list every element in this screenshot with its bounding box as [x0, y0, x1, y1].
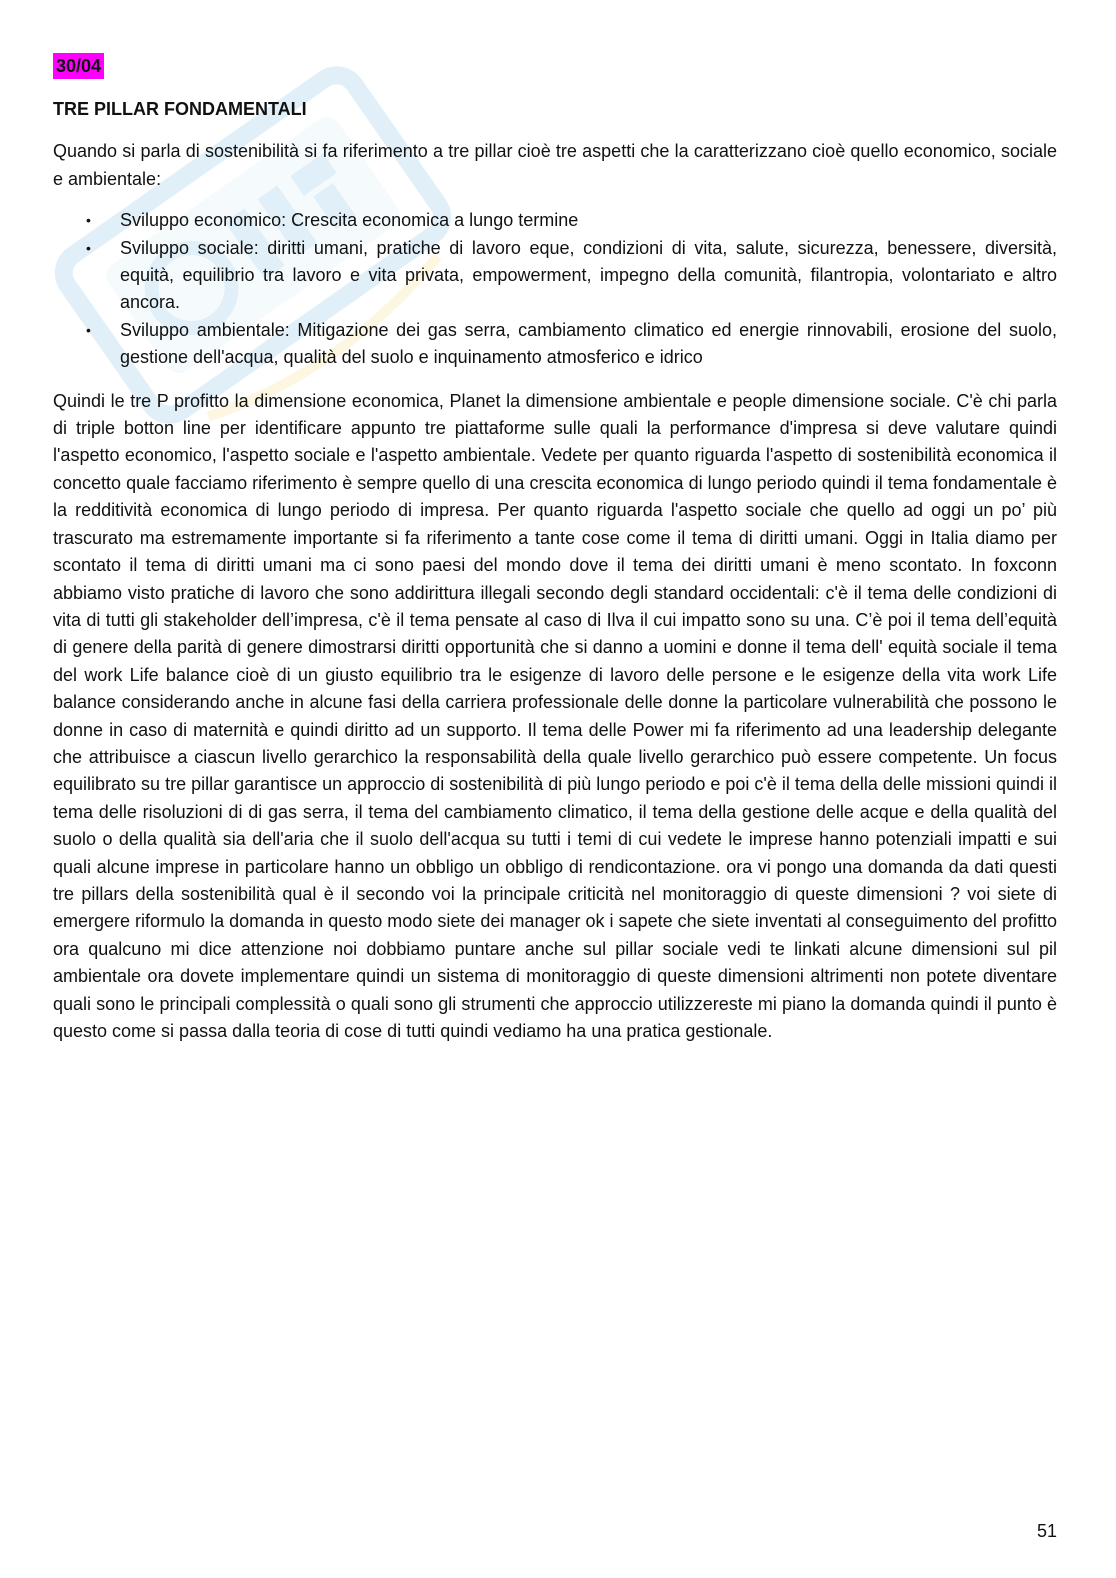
page-number: 51 — [1036, 1521, 1057, 1541]
intro-paragraph: Quando si parla di sostenibilità si fa riferimento a tre pillar cioè tre aspetti che la caratterizzano cioè quello economico, sociale e ambientale: — [53, 141, 1057, 189]
section-title: TRE PILLAR FONDAMENTALI — [53, 99, 307, 120]
bullet-icon: • — [86, 239, 91, 256]
list-item-text: Sviluppo ambientale: Mitigazione dei gas serra, cambiamento climatico ed energie rinnovabili, erosione del suolo, gestione dell'acqua, qualità del suolo e inquinamento atmosferico e idrico — [120, 319, 1057, 368]
page-content — [53, 53, 1057, 1045]
list-item-text: Sviluppo economico: Crescita economica a lungo termine — [120, 210, 579, 231]
bullet-icon: • — [86, 321, 91, 338]
bullet-icon: • — [86, 212, 91, 229]
pillar-list — [53, 207, 1057, 371]
body-paragraph: Quindi le tre P profitto la dimensione economica, Planet la dimensione ambientale e people dimensione sociale. C'è chi parla di triple botton line per identificare appunto tre piattaforme sulle quali la performance d'impresa si deve valutare quindi l'aspetto economico, l'aspetto sociale e l'aspetto ambientale. Vedete per quanto riguarda l'aspetto di sostenibilità economica il concetto quale facciamo riferimento è sempre quello di una crescita economica di lungo periodo quindi il tema fondamentale è la redditività economica di lungo periodo di impresa. Per quanto riguarda l'aspetto sociale che quello ad oggi un po’ più trascurato ma estremamente importante si fa riferimento a tante cose come il tema di diritti umani. Oggi in Italia diamo per scontato il tema di diritti umani ma ci sono paesi del mondo dove il tema dei diritti umani è meno scontato. In foxconn abbiamo visto pratiche di lavoro che sono addirittura illegali secondo degli standard occidentali: c'è il tema delle condizioni di vita di tutti gli stakeholder dell’impresa, c'è il tema pensate al caso di Ilva il cui impatto sono su una. C’è poi il tema dell’equità di genere della parità di genere dimostrarsi diritti opportunità che si danno a uomini e donne il tema dell' equità sociale il tema del work Life balance cioè di un giusto equilibrio tra le esigenze di lavoro delle persone e le esigenze della vita work Life balance considerando anche in alcune fasi della carriera professionale delle donne la particolare vulnerabilità che possono le donne in caso di maternità e quindi diritto ad un supporto. Il tema delle Power mi fa riferimento ad una leadership delegante che attribuisce a ciascun livello gerarchico la responsabilità della quale livello gerarchico può essere competente. Un focus equilibrato su tre pillar garantisce un approccio di sostenibilità di più lungo periodo e poi c'è il tema della delle missioni quindi il tema delle risoluzioni di di gas serra, il tema del cambiamento climatico, il tema della gestione delle acque e della qualità del suolo o della qualità sia dell'aria che il suolo dell'acqua su tutti i temi di cui vedete le imprese hanno potenziali impatti e sui quali alcune imprese in particolare hanno un obbligo un obbligo di rendicontazione. ora vi pongo una domanda da dati questi tre pillars della sostenibilità qual è il secondo voi la principale criticità nel monitoraggio di queste dimensioni ? voi siete di emergere riformulo la domanda in questo modo siete dei manager ok i sapete che siete inventati al conseguimento del profitto ora qualcuno mi dice attenzione noi dobbiamo puntare anche sul pillar sociale vedi te linkati alcune dimensioni sul pil ambientale ora dovete implementare quindi un sistema di monitoraggio di queste dimensioni altrimenti non potete diventare quali sono le principali complessità o quali sono gli strumenti che approccio utilizzereste mi piano la domanda quindi il punto è questo come si passa dalla teoria di cose di tutti quindi vediamo ha una pratica gestionale. — [53, 390, 1058, 1041]
list-item — [53, 235, 1057, 317]
list-item — [53, 317, 1057, 372]
date-highlight: 30/04 — [53, 53, 104, 79]
list-item — [53, 207, 1057, 234]
list-item-text: Sviluppo sociale: diritti umani, pratiche di lavoro eque, condizioni di vita, salute, sicurezza, benessere, diversità, equità, equilibrio tra lavoro e vita privata, empowerment, impegno della comunità, filantropia, volontariato e altro ancora. — [120, 237, 1057, 313]
